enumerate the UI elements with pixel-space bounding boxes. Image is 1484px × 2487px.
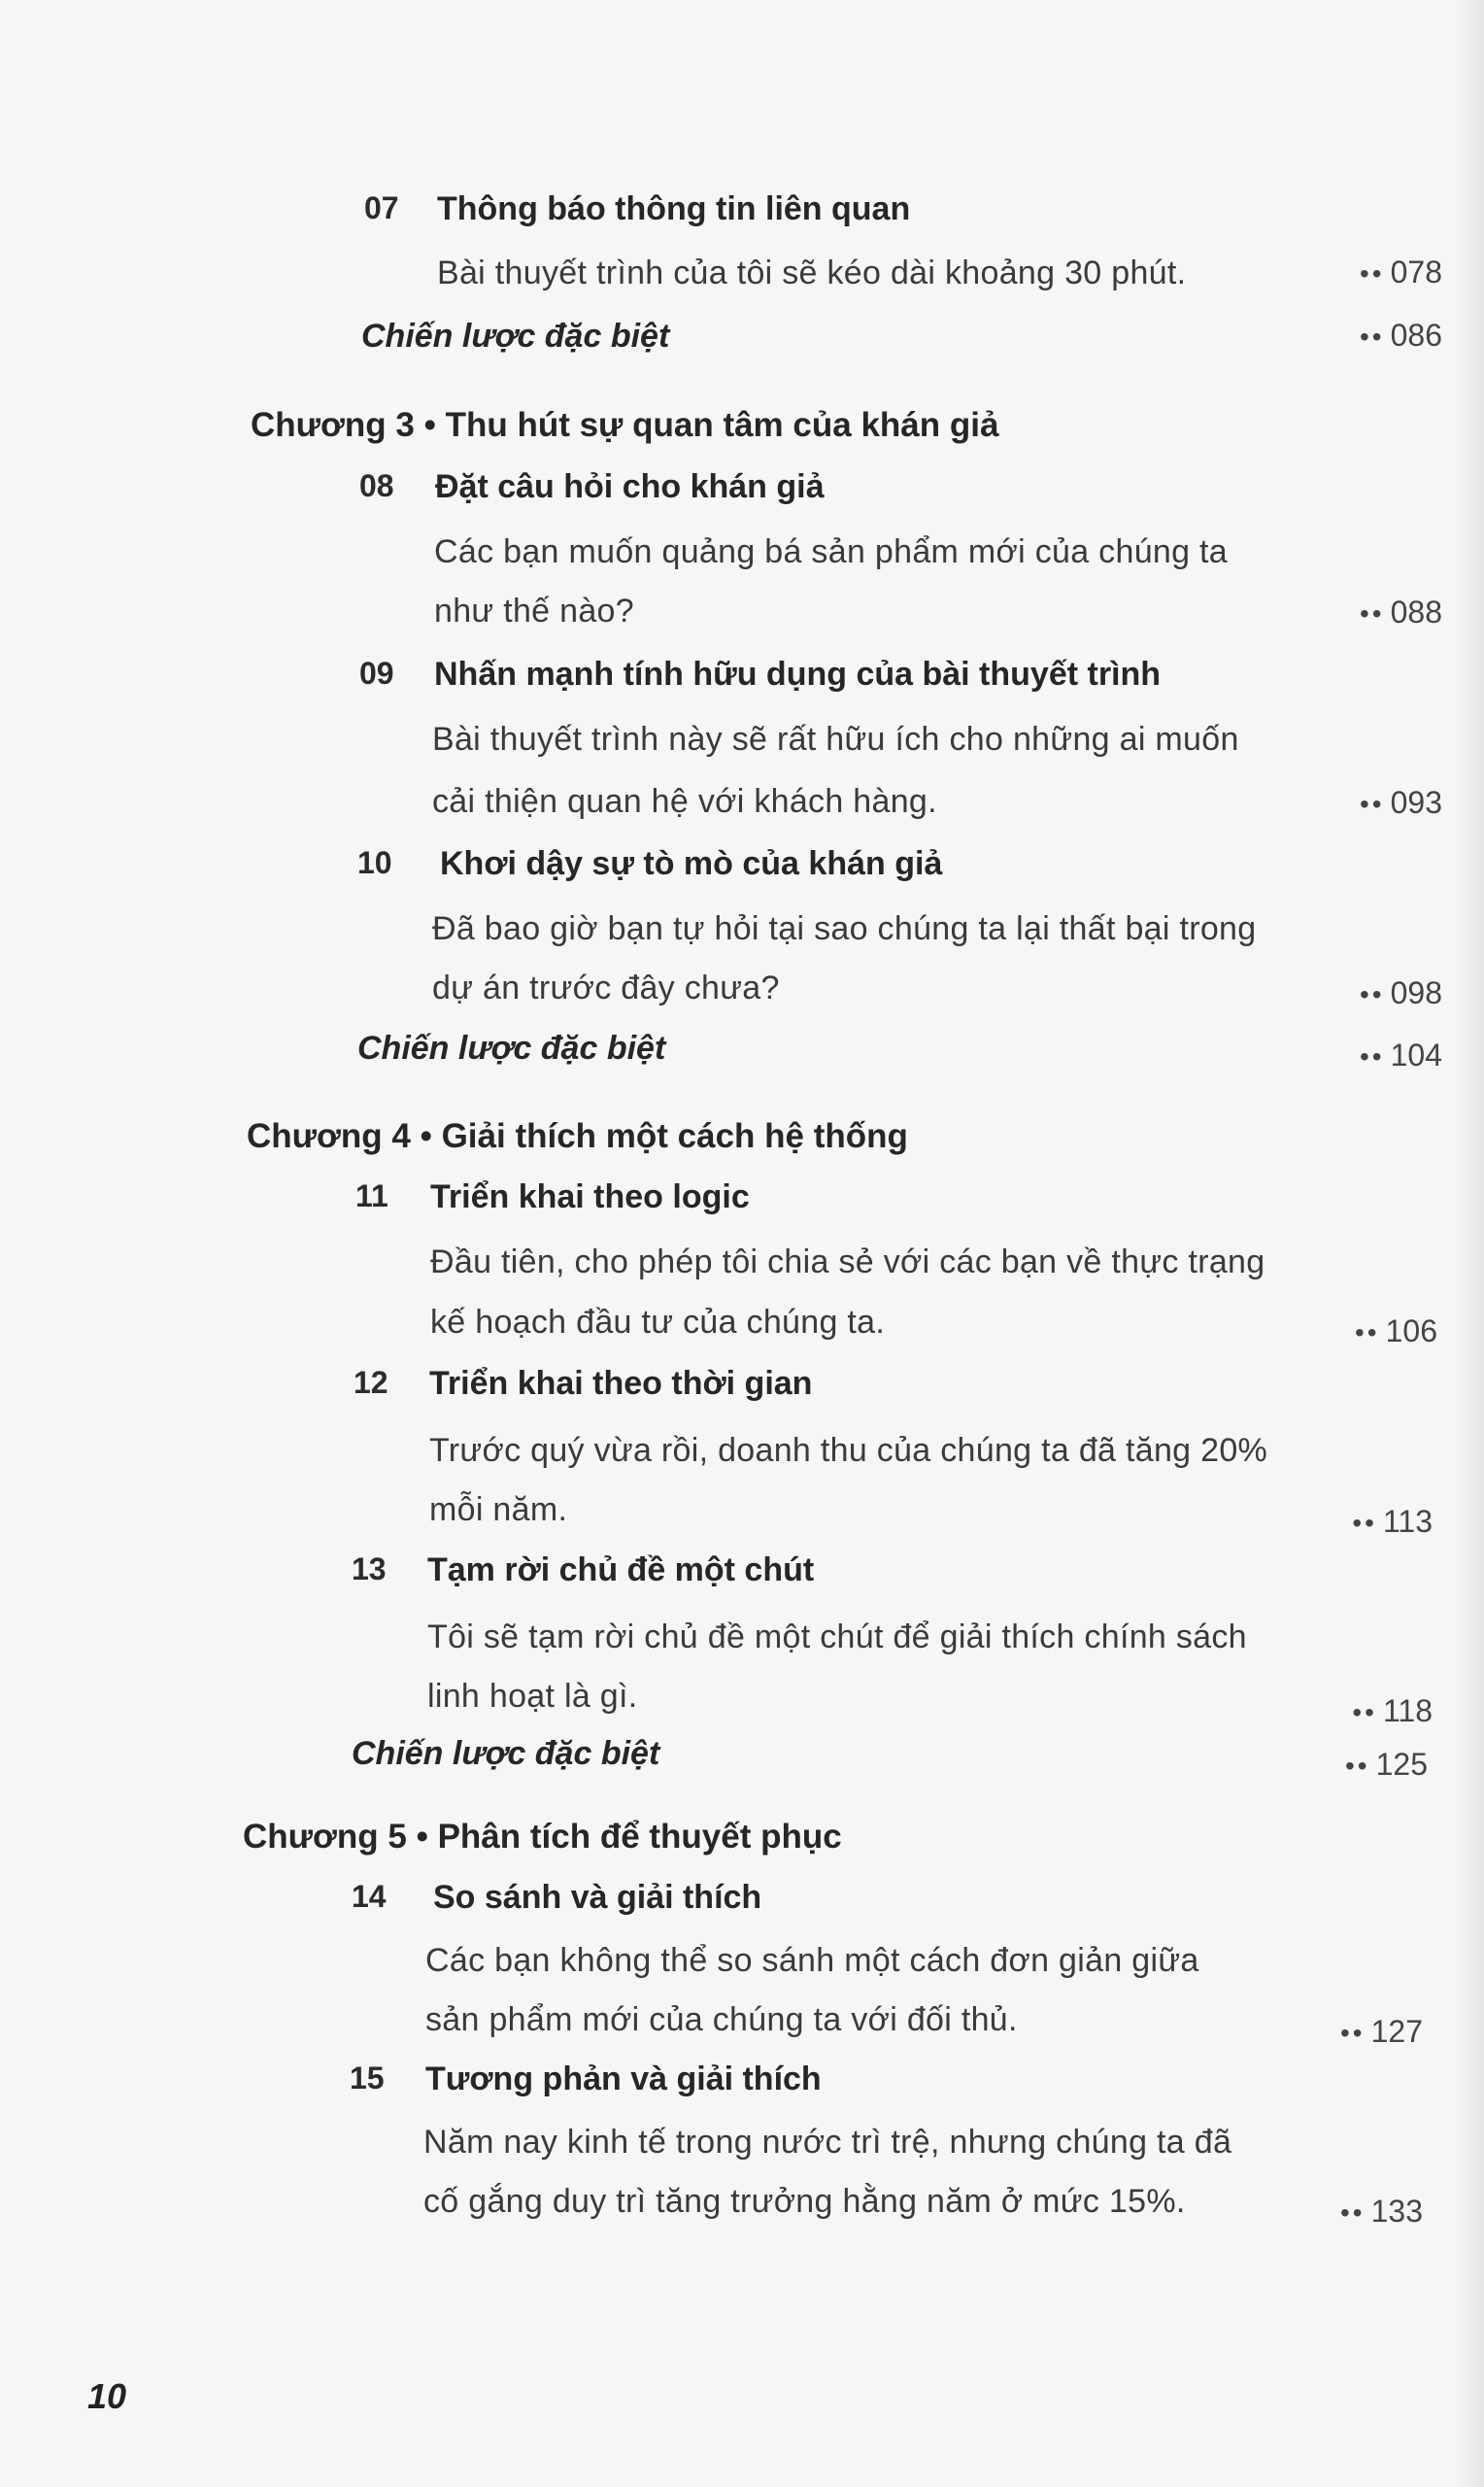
section-description: Các bạn muốn quảng bá sản phẩm mới của chúng ta (434, 533, 1229, 570)
page-edge-shadow (1455, 0, 1484, 2487)
section-number: 14 (352, 1879, 387, 1914)
chapter-title: Thu hút sự quan tâm của khán giả (445, 406, 999, 444)
dot-leader: •• (1360, 979, 1385, 1009)
section-number: 09 (359, 656, 394, 691)
section-description: Tôi sẽ tạm rời chủ đề một chút để giải thích chính sách (427, 1618, 1247, 1655)
dot-leader: •• (1340, 2018, 1366, 2048)
section-description: Trước quý vừa rồi, doanh thu của chúng ta đã tăng 20% (429, 1432, 1268, 1469)
page-folio-number: 10 (87, 2376, 127, 2416)
section-number: 07 (364, 190, 399, 225)
page-number (1209, 1693, 1433, 1729)
chapter-label: Chương 5 (243, 1818, 407, 1856)
chapter-title: Giải thích một cách hệ thống (441, 1117, 908, 1155)
section-title: So sánh và giải thích (433, 1879, 762, 1916)
dot-leader: •• (1360, 1041, 1385, 1072)
page-value: 086 (1390, 318, 1442, 353)
section-description: Bài thuyết trình này sẽ rất hữu ích cho những ai muốn (432, 721, 1239, 758)
dot-leader: •• (1360, 322, 1385, 352)
section-number: 12 (354, 1365, 388, 1400)
chapter-heading (243, 1818, 842, 1857)
section-title: Khơi dậy sự tò mò của khán giả (440, 845, 943, 882)
section-title: Triển khai theo thời gian (429, 1365, 813, 1402)
section-number: 11 (355, 1178, 388, 1213)
special-strategy-title: Chiến lược đặc biệt (357, 1030, 666, 1067)
section-description: kế hoạch đầu tư của chúng ta. (430, 1304, 886, 1341)
section-description: cố gắng duy trì tăng trưởng hằng năm ở mức 15%. (423, 2183, 1186, 2220)
page-number (1219, 595, 1442, 630)
page-value: 098 (1390, 975, 1442, 1010)
section-title: Đặt câu hỏi cho khán giả (435, 468, 825, 505)
page-value: 127 (1370, 2014, 1423, 2049)
page-value: 078 (1390, 255, 1442, 290)
section-number: 15 (350, 2061, 385, 2095)
section-description: Đã bao giờ bạn tự hỏi tại sao chúng ta lại thất bại trong (432, 910, 1257, 947)
section-description: Bài thuyết trình của tôi sẽ kéo dài khoảng 30 phút. (437, 255, 1187, 291)
page-value: 088 (1390, 595, 1442, 630)
chapter-separator: • (420, 1117, 432, 1155)
dot-leader: •• (1345, 1751, 1370, 1781)
page-value: 106 (1385, 1313, 1437, 1348)
section-description: như thế nào? (434, 593, 634, 630)
section-title: Tương phản và giải thích (425, 2061, 822, 2097)
chapter-label: Chương 4 (247, 1117, 411, 1155)
page-number (1219, 785, 1442, 821)
section-title: Nhấn mạnh tính hữu dụng của bài thuyết trình (434, 656, 1162, 693)
section-number: 13 (352, 1551, 387, 1586)
section-title: Thông báo thông tin liên quan (437, 190, 911, 227)
special-strategy-title: Chiến lược đặc biệt (361, 318, 670, 355)
section-description: linh hoạt là gì. (427, 1678, 638, 1715)
page-value: 118 (1382, 1693, 1433, 1728)
chapter-title: Phân tích để thuyết phục (437, 1818, 842, 1856)
page-value: 093 (1390, 785, 1442, 820)
section-description: dự án trước đây chưa? (432, 970, 780, 1006)
section-description: sản phẩm mới của chúng ta với đối thủ. (425, 2001, 1018, 2038)
section-description: Đầu tiên, cho phép tôi chia sẻ với các bạn về thực trạng (430, 1244, 1265, 1280)
page-number (1199, 2194, 1423, 2230)
dot-leader: •• (1360, 789, 1385, 819)
section-number: 10 (357, 845, 392, 880)
page-number (1214, 1313, 1437, 1349)
dot-leader: •• (1360, 258, 1385, 289)
dot-leader: •• (1340, 2197, 1366, 2228)
chapter-separator: • (423, 406, 436, 444)
dot-leader: •• (1360, 598, 1385, 629)
dot-leader: •• (1352, 1697, 1377, 1727)
page-value: 125 (1375, 1747, 1428, 1782)
section-description: Các bạn không thể so sánh một cách đơn giản giữa (425, 1942, 1199, 1979)
section-description: Năm nay kinh tế trong nước trì trệ, nhưng chúng ta đã (423, 2124, 1232, 2161)
section-number: 08 (359, 468, 394, 503)
section-description: cải thiện quan hệ với khách hàng. (432, 783, 937, 820)
chapter-separator: • (416, 1818, 428, 1856)
section-title: Triển khai theo logic (430, 1178, 750, 1215)
page-value: 104 (1390, 1038, 1442, 1073)
page-value: 133 (1370, 2194, 1423, 2229)
page-value: 113 (1382, 1504, 1433, 1539)
section-description: mỗi năm. (429, 1491, 568, 1528)
dot-leader: •• (1355, 1317, 1380, 1347)
page-number (1204, 1747, 1428, 1783)
chapter-heading (247, 1117, 908, 1156)
page-number (1219, 975, 1442, 1011)
page-number (1219, 1038, 1442, 1073)
page-number (1219, 255, 1442, 290)
page-number (1219, 318, 1442, 354)
section-title: Tạm rời chủ đề một chút (427, 1551, 815, 1588)
chapter-label: Chương 3 (251, 406, 415, 444)
special-strategy-title: Chiến lược đặc biệt (352, 1735, 660, 1772)
page-number (1209, 1504, 1433, 1540)
dot-leader: •• (1352, 1508, 1377, 1538)
page-number (1199, 2014, 1423, 2050)
chapter-heading (251, 406, 998, 445)
